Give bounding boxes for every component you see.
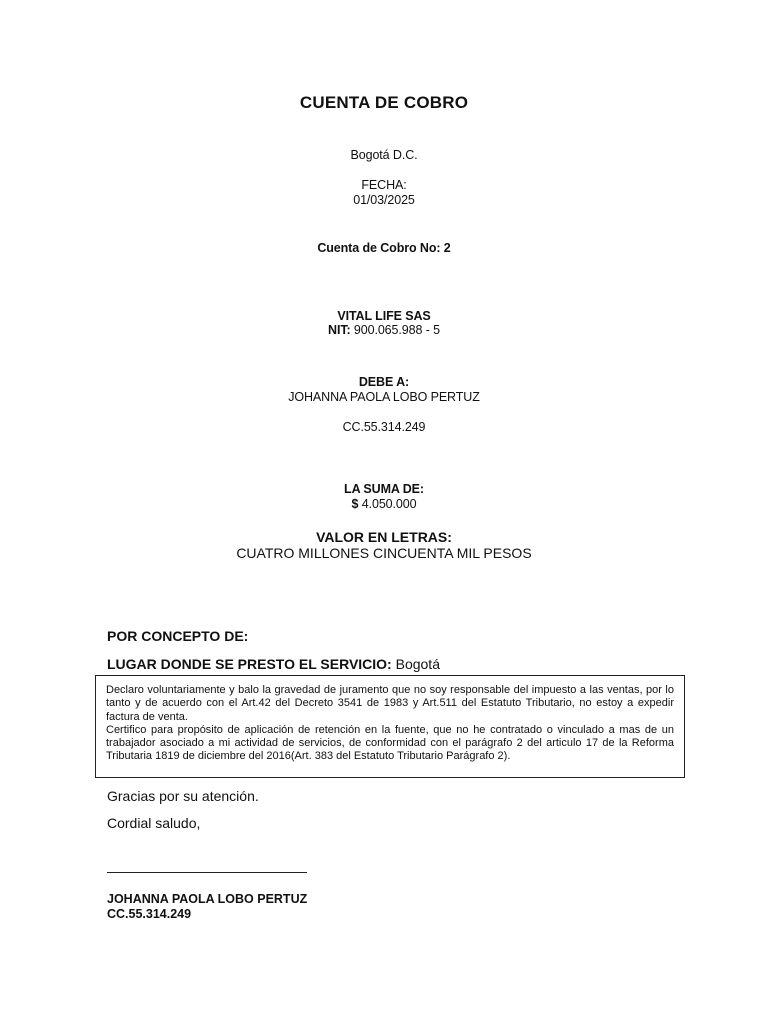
thanks-text: Gracias por su atención. [107,788,259,804]
client-nit [0,323,768,338]
nit-label: NIT: [328,323,351,337]
date-label: FECHA: [361,178,407,192]
lugar-value: Bogotá [395,656,440,672]
debe-a-label: DEBE A: [358,375,410,389]
lugar-label: LUGAR DONDE SE PRESTO EL SERVICIO: [107,656,392,672]
signature-name: JOHANNA PAOLA LOBO PERTUZ [107,892,308,906]
signature-line [107,872,307,873]
date-value: 01/03/2025 [353,193,415,207]
amount-value: 4.050.000 [361,497,417,511]
cuenta-number: Cuenta de Cobro No: 2 [317,241,451,255]
debtor-name: JOHANNA PAOLA LOBO PERTUZ [288,390,480,404]
declaration-box [95,675,685,778]
declaration-paragraph-1: Declaro voluntariamente y balo la gravedad de juramento que no soy responsable del impuesto a las ventas, por lo tanto y de acuerdo con el Art.42 del Decreto 3541 de 1983 y Art.511 del Estatuto Tributario, no estoy a expedir factura de venta. [106,684,674,723]
amount-line [0,497,768,512]
document-title: CUENTA DE COBRO [299,93,469,112]
currency-symbol: $ [351,497,359,511]
concepto-label: POR CONCEPTO DE: [107,628,249,644]
valor-letras-value: CUATRO MILLONES CINCUENTA MIL PESOS [236,545,532,561]
client-name: VITAL LIFE SAS [337,309,431,323]
regards-text: Cordial saludo, [107,815,201,831]
nit-value: 900.065.988 - 5 [353,323,440,337]
city: Bogotá D.C. [350,148,418,162]
signature-cc: CC.55.314.249 [107,907,192,921]
lugar-servicio [107,656,440,672]
suma-label: LA SUMA DE: [344,482,424,496]
valor-letras-label: VALOR EN LETRAS: [316,529,452,545]
debtor-cc: CC.55.314.249 [342,420,426,434]
declaration-paragraph-2: Certifico para propósito de aplicación de retención en la fuente, que no he contratado o vinculado a mas de un trabajador asociado a mi actividad de servicios, de conformidad con el parágrafo 2 del articulo 17 de la Reforma Tributaria 1819 de diciembre del 2016(Art. 383 del Estatuto Tributario Parágrafo 2). [106,723,674,763]
